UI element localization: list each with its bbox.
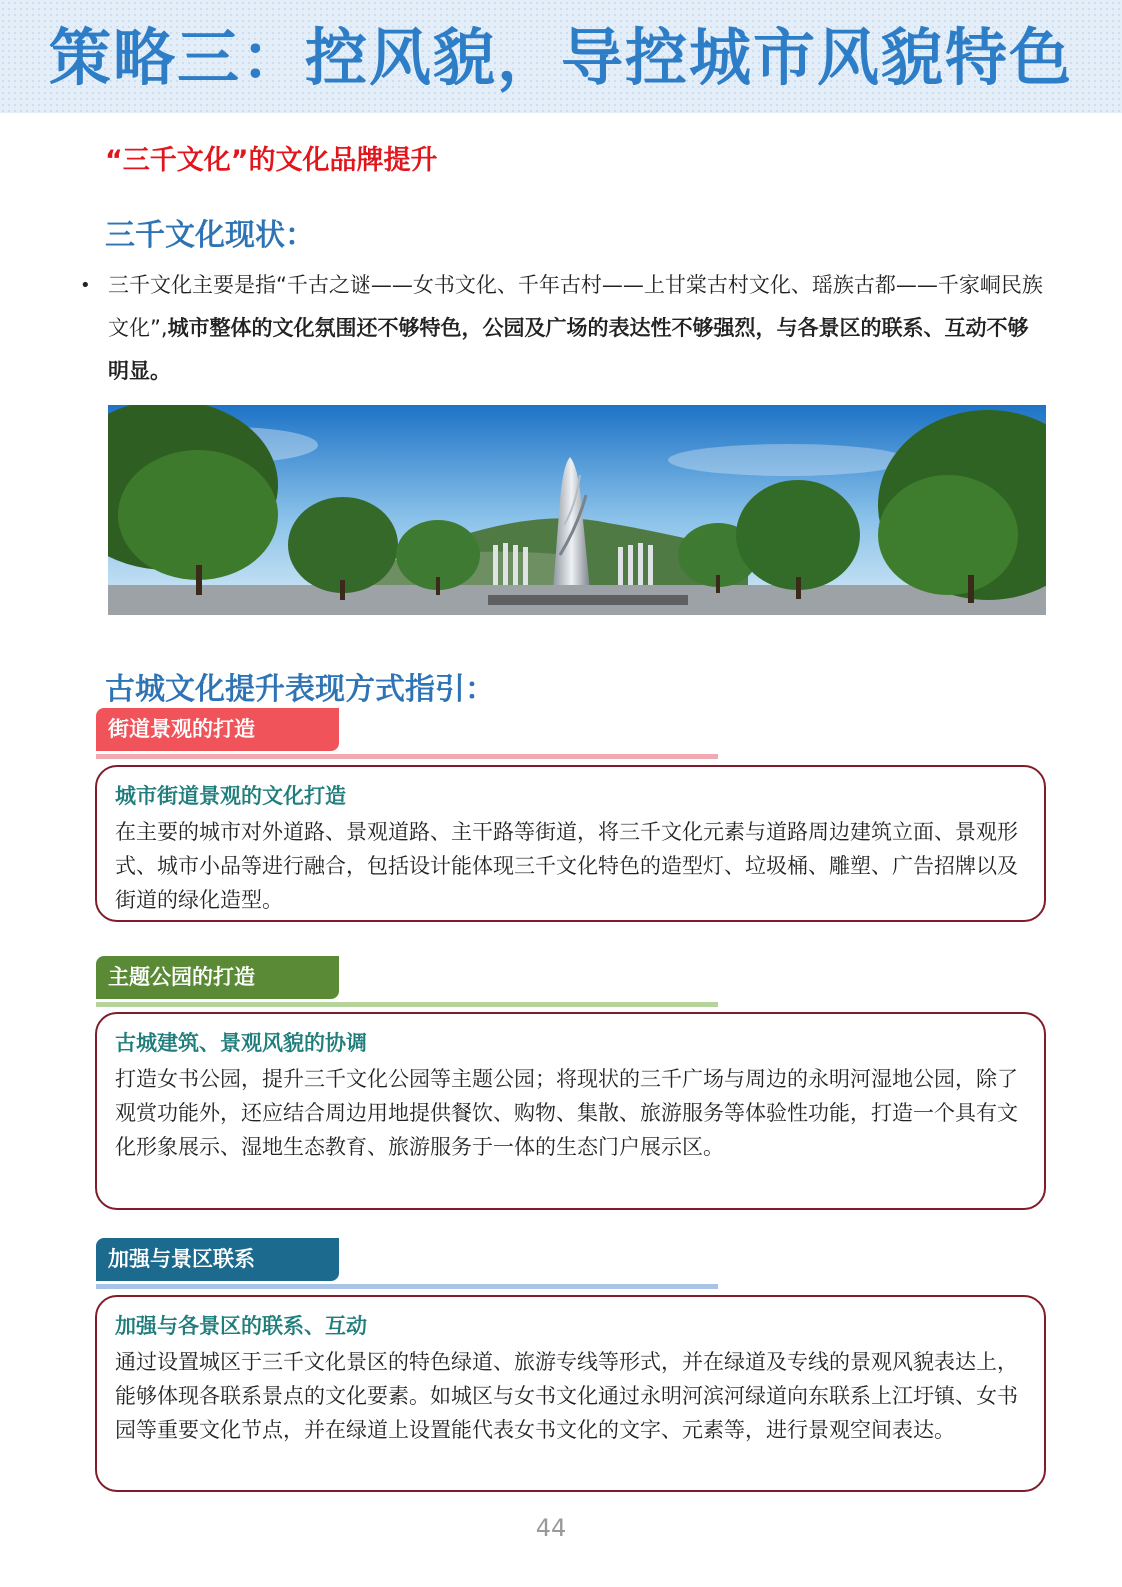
sanqian-square-photo xyxy=(108,405,1046,615)
card-body: 通过设置城区于三千文化景区的特色绿道、旅游专线等形式，并在绿道及专线的景观风貌表达上，能够体现各联系景点的文化要素。如城区与女书文化通过永明河滨河绿道向东联系上江圩镇、女书园等重要文化节点，并在绿道上设置能代表女书文化的文字、元素等，进行景观空间表达。 xyxy=(115,1350,1018,1442)
card-title: 古城建筑、景观风貌的协调 xyxy=(115,1031,367,1055)
guide-card-street xyxy=(95,765,1046,922)
category-label-park: 主题公园的打造 xyxy=(96,956,339,999)
category-underline-park xyxy=(96,1002,718,1007)
guide-card-park xyxy=(95,1012,1046,1210)
category-underline-scenic-link xyxy=(96,1284,718,1289)
status-paragraph xyxy=(80,264,1045,393)
card-title: 城市街道景观的文化打造 xyxy=(115,784,346,808)
category-label-street: 街道景观的打造 xyxy=(96,708,339,751)
category-underline-street xyxy=(96,754,718,759)
page-header xyxy=(0,0,1122,113)
card-body: 在主要的城市对外道路、景观道路、主干路等街道，将三千文化元素与道路周边建筑立面、景观形式、城市小品等进行融合，包括设计能体现三千文化特色的造型灯、垃圾桶、雕塑、广告招牌以及街道的绿化造型。 xyxy=(115,820,1018,912)
status-text: 三千文化主要是指“千古之谜——女书文化、千年古村——上甘棠古村文化、瑶族古都——千家峒民族文化”, xyxy=(108,273,1043,340)
bullet: • xyxy=(80,275,91,296)
page-title: 策略三：控风貌，导控城市风貌特色 xyxy=(48,21,1073,94)
status-text-bold: 城市整体的文化氛围还不够特色，公园及广场的表达性不够强烈，与各景区的联系、互动不够明显。 xyxy=(108,316,1029,383)
guide-card-scenic-link xyxy=(95,1295,1046,1492)
category-label-scenic-link: 加强与景区联系 xyxy=(96,1238,339,1281)
card-title: 加强与各景区的联系、互动 xyxy=(115,1314,367,1338)
section-subtitle: “三千文化”的文化品牌提升 xyxy=(105,145,438,176)
page-number: 44 xyxy=(535,1514,567,1542)
guide-heading: 古城文化提升表现方式指引： xyxy=(105,672,495,707)
status-heading: 三千文化现状： xyxy=(105,218,315,253)
card-body: 打造女书公园，提升三千文化公园等主题公园；将现状的三千广场与周边的永明河湿地公园，除了观赏功能外，还应结合周边用地提供餐饮、购物、集散、旅游服务等体验性功能，打造一个具有文化形象展示、湿地生态教育、旅游服务于一体的生态门户展示区。 xyxy=(115,1067,1018,1159)
